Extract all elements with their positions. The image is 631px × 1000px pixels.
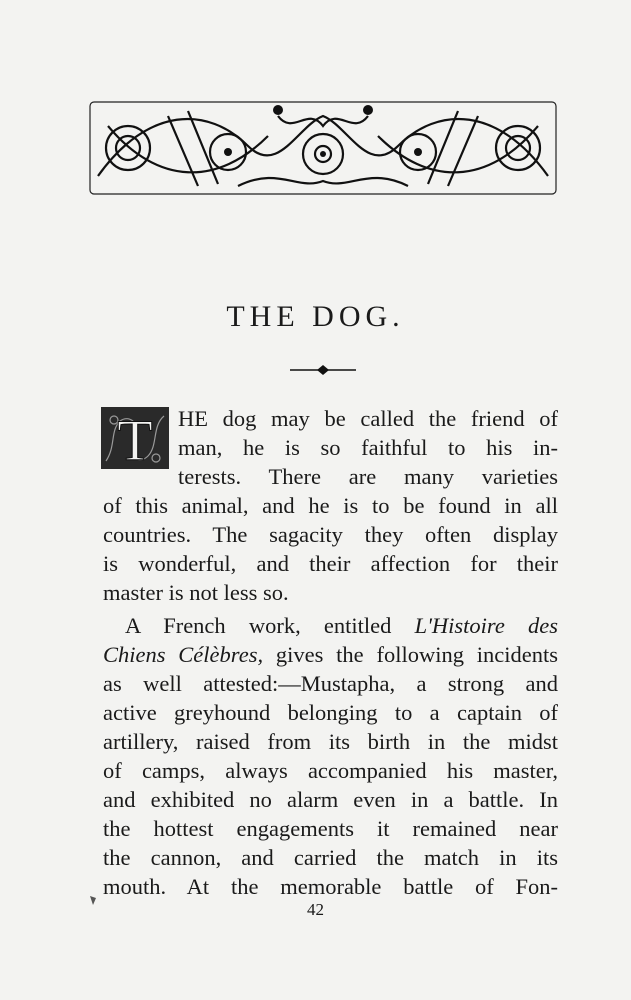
text-line: is wonderful, and their affection for their	[103, 551, 558, 576]
text-span: A French work, entitled	[125, 613, 415, 638]
text-line: the hottest engagements it remained near	[103, 816, 558, 841]
text-line: terests. There are many varieties	[178, 464, 558, 489]
text-line: of camps, always accompanied his master,	[103, 758, 558, 783]
book-title-italic: Chiens Célèbres,	[103, 642, 264, 667]
drop-cap-initial	[100, 406, 170, 470]
text-line: mouth. At the memorable battle of Fon-	[103, 874, 558, 899]
text-line: the cannon, and carried the match in its	[103, 845, 558, 870]
text-line	[103, 640, 558, 669]
text-line	[103, 611, 558, 640]
text-line: master is not less so.	[103, 580, 289, 605]
text-line: man, he is so faithful to his in-	[178, 435, 558, 460]
page-number: 42	[307, 900, 324, 919]
chapter-title: THE DOG.	[226, 300, 405, 333]
text-line: as well attested:—Mustapha, a strong and	[103, 671, 558, 696]
svg-text:T: T	[117, 408, 153, 470]
text-line: artillery, raised from its birth in the midst	[103, 729, 558, 754]
floral-headpiece-icon	[88, 96, 558, 200]
text-span: gives the following incidents	[263, 642, 558, 667]
diamond-rule-icon	[288, 363, 358, 377]
book-title-italic: L'Histoire des	[414, 613, 558, 638]
text-line: and exhibited no alarm even in a battle. In	[103, 787, 558, 812]
text-line: countries. The sagacity they often display	[103, 522, 558, 547]
text-line: HE dog may be called the friend of	[178, 406, 558, 431]
text-line: active greyhound belonging to a captain of	[103, 700, 558, 725]
text-line: of this animal, and he is to be found in all	[103, 493, 558, 518]
